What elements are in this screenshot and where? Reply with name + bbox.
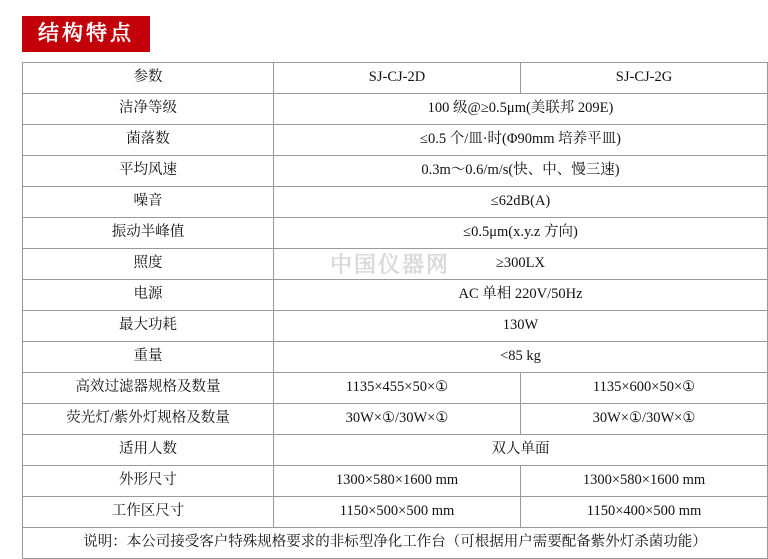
table-row — [23, 497, 768, 528]
row-value-model-d: 1150×500×500 mm — [274, 497, 521, 528]
row-value-merged: 130W — [274, 311, 768, 342]
column-header-model-g: SJ-CJ-2G — [521, 63, 768, 94]
row-label: 振动半峰值 — [23, 218, 274, 249]
spec-table-container — [22, 62, 746, 559]
row-label: 平均风速 — [23, 156, 274, 187]
row-value-model-d: 1135×455×50×① — [274, 373, 521, 404]
row-label: 噪音 — [23, 187, 274, 218]
table-row — [23, 218, 768, 249]
row-value-model-g: 30W×①/30W×① — [521, 404, 768, 435]
table-header-row — [23, 63, 768, 94]
row-value-model-d: 30W×①/30W×① — [274, 404, 521, 435]
table-row — [23, 187, 768, 218]
table-row — [23, 311, 768, 342]
row-value-merged: ≥300LX — [274, 249, 768, 280]
row-value-merged: 100 级@≥0.5μm(美联邦 209E) — [274, 94, 768, 125]
row-value-merged: <85 kg — [274, 342, 768, 373]
table-row — [23, 94, 768, 125]
table-row — [23, 373, 768, 404]
row-value-model-g: 1135×600×50×① — [521, 373, 768, 404]
row-value-model-d: 1300×580×1600 mm — [274, 466, 521, 497]
row-label: 照度 — [23, 249, 274, 280]
row-value-merged: AC 单相 220V/50Hz — [274, 280, 768, 311]
table-row — [23, 342, 768, 373]
row-value-merged: ≤62dB(A) — [274, 187, 768, 218]
row-value-model-g: 1150×400×500 mm — [521, 497, 768, 528]
row-value-merged: 双人单面 — [274, 435, 768, 466]
table-row — [23, 249, 768, 280]
row-label: 菌落数 — [23, 125, 274, 156]
row-value-merged: ≤0.5μm(x.y.z 方向) — [274, 218, 768, 249]
table-row — [23, 435, 768, 466]
table-row — [23, 125, 768, 156]
row-label: 适用人数 — [23, 435, 274, 466]
row-label: 高效过滤器规格及数量 — [23, 373, 274, 404]
section-title-text: 结构特点 — [38, 22, 134, 45]
watermark-text: 中国仪器网 — [330, 252, 451, 277]
column-header-model-d: SJ-CJ-2D — [274, 63, 521, 94]
row-label: 外形尺寸 — [23, 466, 274, 497]
row-label: 最大功耗 — [23, 311, 274, 342]
specifications-table — [22, 62, 768, 559]
table-note-row — [23, 528, 768, 559]
row-label: 荧光灯/紫外灯规格及数量 — [23, 404, 274, 435]
row-value-model-g: 1300×580×1600 mm — [521, 466, 768, 497]
row-value-merged: 0.3m～0.6/m/s(快、中、慢三速) — [274, 156, 768, 187]
row-value-merged: ≤0.5 个/皿·时(Φ90mm 培养平皿) — [274, 125, 768, 156]
table-note: 说明：本公司接受客户特殊规格要求的非标型净化工作台（可根据用户需要配备紫外灯杀菌功能） — [23, 528, 768, 559]
table-row — [23, 280, 768, 311]
table-row — [23, 466, 768, 497]
column-header-parameter: 参数 — [23, 63, 274, 94]
row-label: 工作区尺寸 — [23, 497, 274, 528]
row-label: 电源 — [23, 280, 274, 311]
table-row — [23, 404, 768, 435]
section-title-banner — [22, 16, 150, 52]
row-label: 洁净等级 — [23, 94, 274, 125]
row-label: 重量 — [23, 342, 274, 373]
table-row — [23, 156, 768, 187]
